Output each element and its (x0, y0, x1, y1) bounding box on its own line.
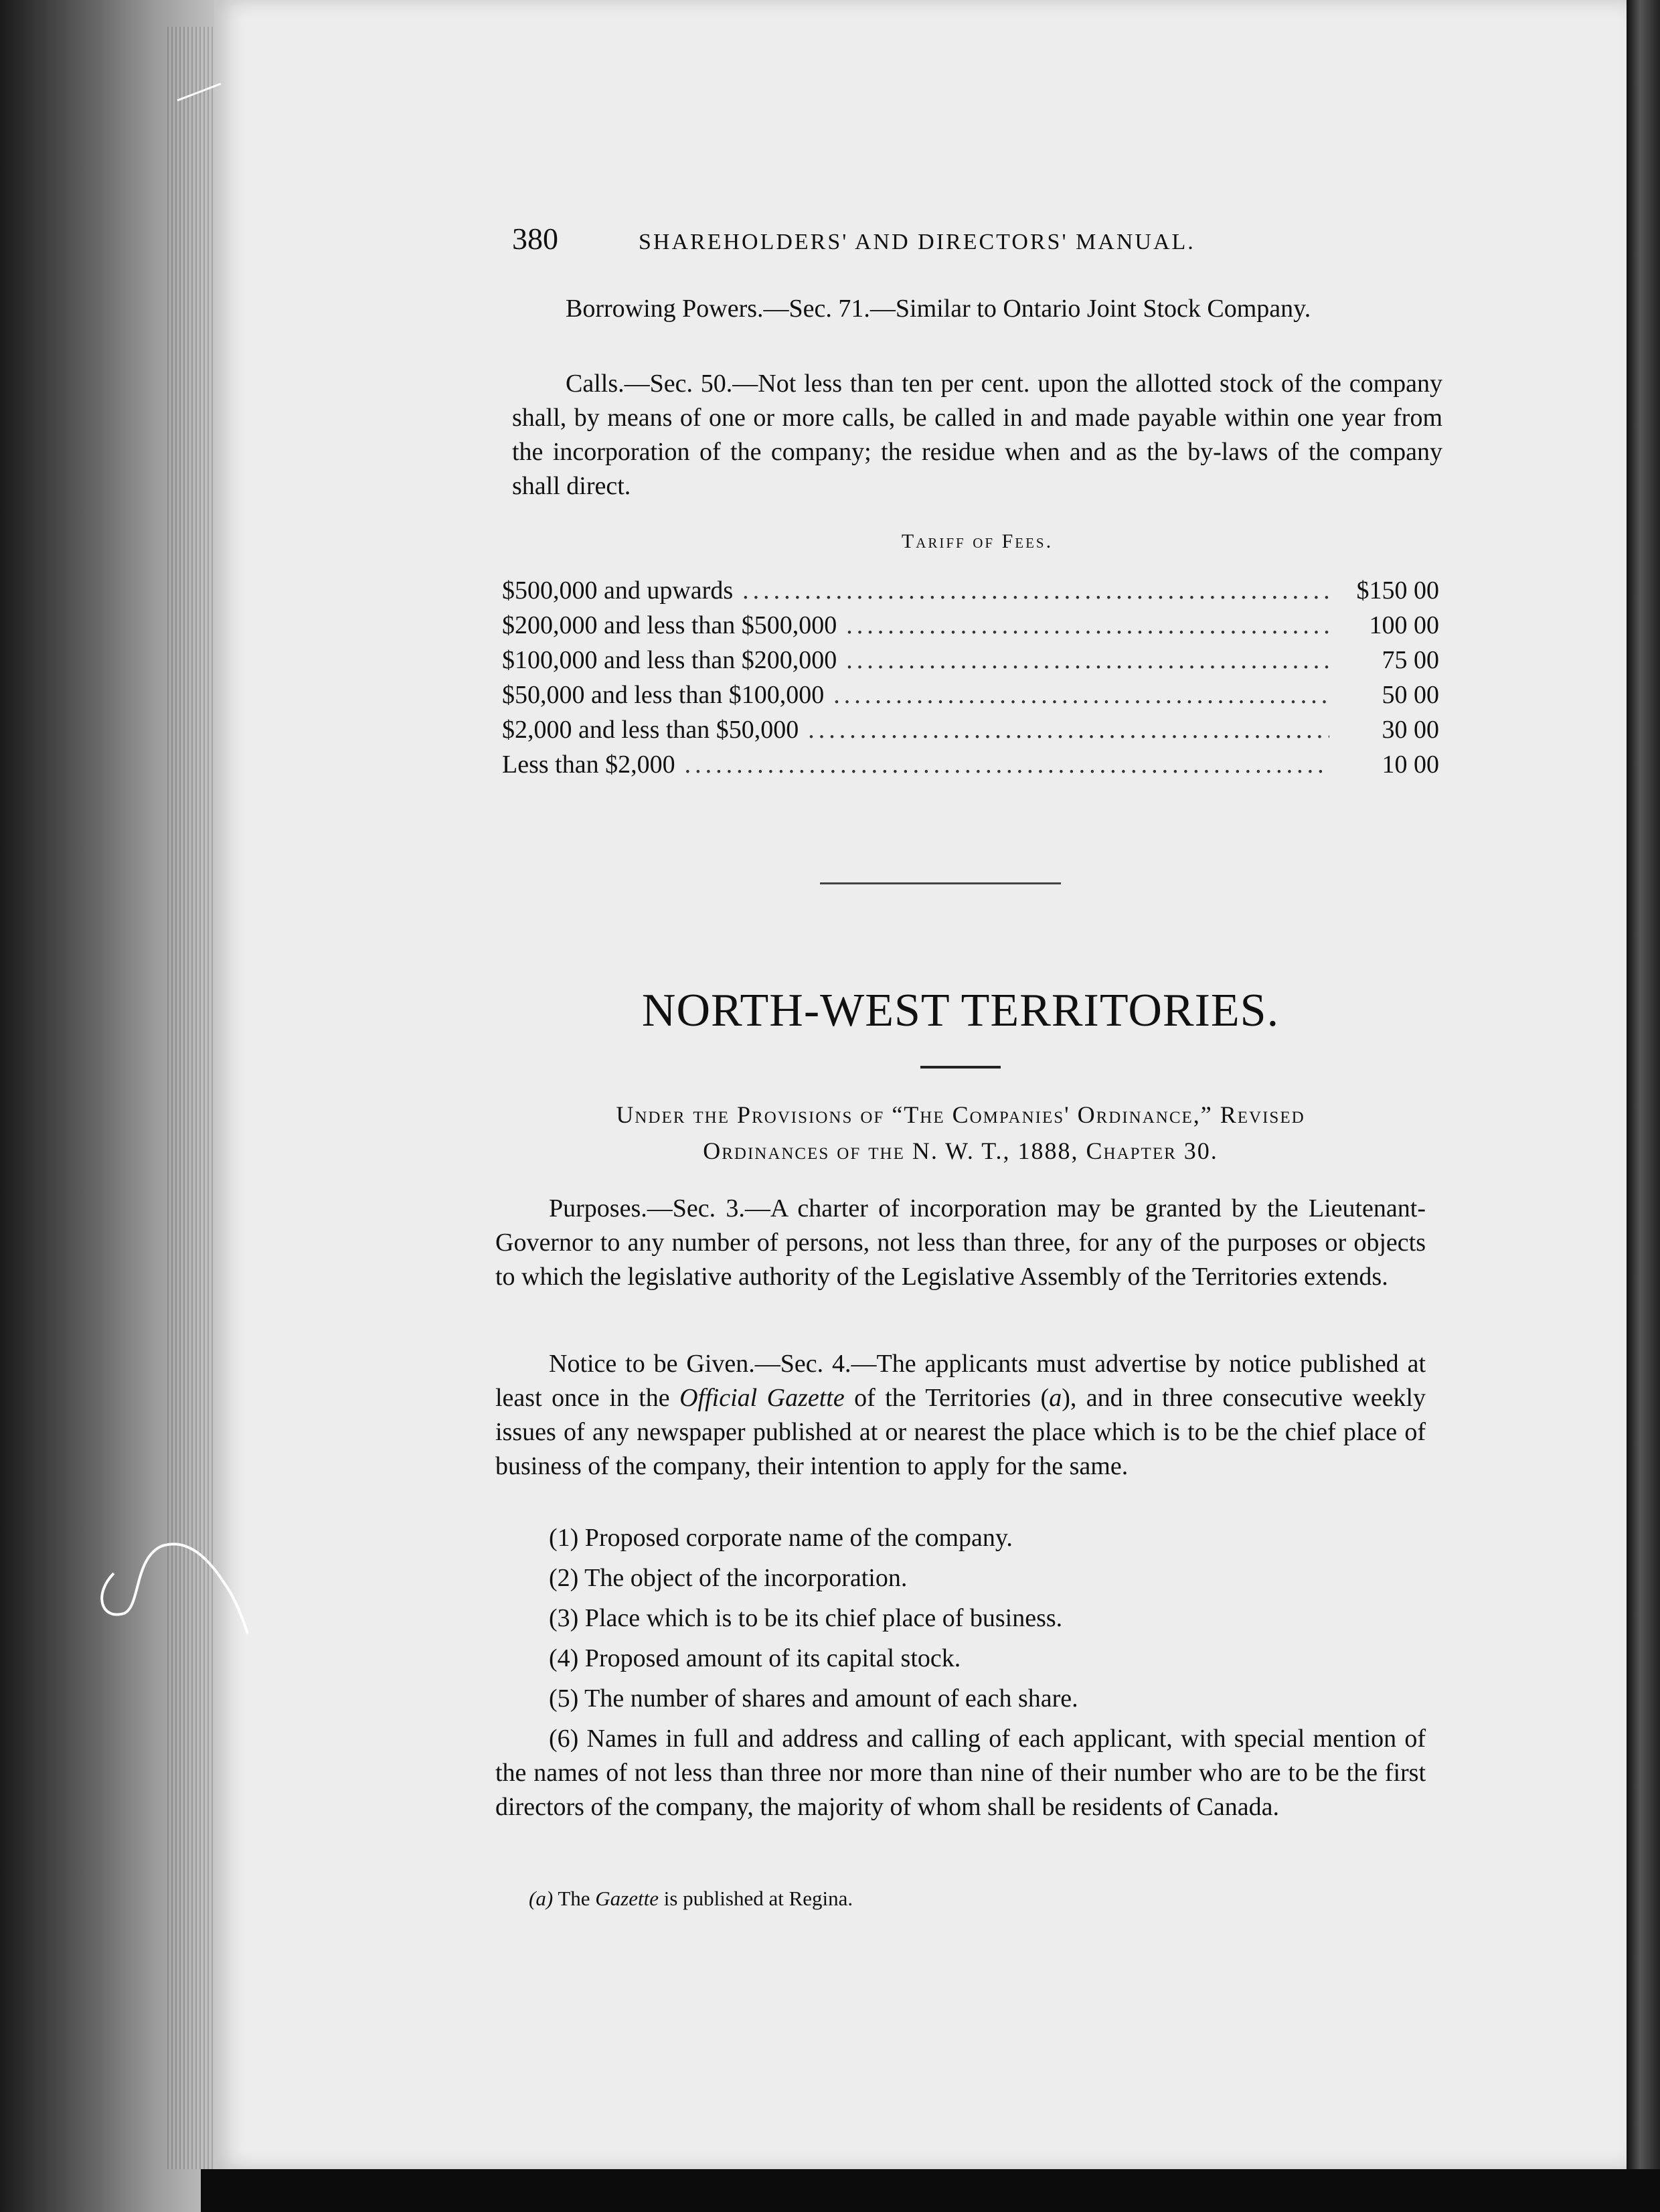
list-item: (4) Proposed amount of its capital stock. (549, 1644, 961, 1672)
notice-text: of the Territories ( (844, 1384, 1050, 1412)
footnote-text: is published at Regina. (659, 1887, 853, 1910)
subtitle-line: Ordinances of the N. W. T., 1888, Chapter 30. (703, 1137, 1218, 1164)
fee-amount: 50 00 (1382, 681, 1439, 709)
list-item: (6) Names in full and address and calling of each applicant, with special mention of the names of not less than three nor more than nine of their number who are to be the first directors of the company, the majority of whom shall be residents of Canada. (495, 1725, 1426, 1821)
section-title: NORTH-WEST TERRITORIES. (641, 985, 1280, 1036)
notice-text: ), and in three consecutive weekly issues of any newspaper published at or nearest the place which is to be the chief place of business of the company, their intention to apply for the same. (495, 1384, 1426, 1480)
section-divider (820, 882, 1061, 884)
fee-row (502, 715, 1439, 750)
fee-label: $500,000 and upwards (502, 576, 734, 605)
notice-text: Notice to be Given.—Sec. 4.—The applicants must advertise by notice published at least once in the (495, 1350, 1426, 1412)
fee-label: $2,000 and less than $50,000 (502, 716, 799, 744)
fee-row (502, 750, 1439, 785)
fee-amount: 30 00 (1382, 716, 1439, 744)
right-page-edge (1627, 0, 1660, 2212)
fee-label: $50,000 and less than $100,000 (502, 681, 825, 709)
paragraph-calls: Calls.—Sec. 50.—Not less than ten per cent. upon the allotted stock of the company shall, by means of one or more calls, be called in and made payable within one year from the incorporation of the company; the residue when and as the by-laws of the company shall direct. (512, 370, 1442, 500)
dot-leader (846, 611, 1329, 640)
requirements-list (495, 1521, 1426, 1830)
running-head (512, 221, 1329, 261)
fee-label: $100,000 and less than $200,000 (502, 646, 837, 674)
footnote (529, 1887, 1426, 1911)
list-item: (2) The object of the incorporation. (549, 1564, 908, 1592)
paragraph-notice (495, 1347, 1426, 1484)
running-title: SHAREHOLDERS' AND DIRECTORS' MANUAL. (639, 230, 1195, 254)
dot-leader (808, 715, 1329, 744)
page-number: 380 (512, 222, 558, 256)
scan-scratch-mark (87, 1533, 274, 1640)
footnote-text: The (553, 1887, 596, 1910)
gazette-title: Official Gazette (679, 1384, 845, 1412)
title-rule (920, 1066, 1001, 1069)
list-item: (3) Place which is to be its chief place of business. (549, 1604, 1063, 1632)
dot-leader (833, 680, 1329, 710)
bottom-page-edge (201, 2169, 1660, 2212)
dot-leader (846, 645, 1329, 675)
dot-leader (742, 576, 1329, 605)
fee-row (502, 645, 1439, 680)
page-stack-edges (167, 27, 221, 2169)
dot-leader (685, 750, 1329, 779)
fee-row (502, 576, 1439, 611)
fee-row (502, 611, 1439, 645)
fee-amount: $150 00 (1356, 576, 1439, 605)
fee-table (502, 576, 1439, 785)
footnote-marker: (a) (529, 1887, 554, 1910)
fee-label: $200,000 and less than $500,000 (502, 611, 837, 639)
list-item: (1) Proposed corporate name of the company. (549, 1524, 1013, 1552)
fee-row (502, 680, 1439, 715)
subtitle-line: Under the Provisions of “The Companies' Ordinance,” Revised (616, 1101, 1305, 1128)
fee-amount: 100 00 (1369, 611, 1439, 639)
gazette-title: Gazette (595, 1887, 659, 1910)
section-subtitle (495, 1097, 1426, 1169)
paragraph-borrowing-powers: Borrowing Powers.—Sec. 71.—Similar to Ontario Joint Stock Company. (566, 295, 1311, 323)
footnote-reference: a (1049, 1384, 1062, 1412)
paragraph-purposes: Purposes.—Sec. 3.—A charter of incorporation may be granted by the Lieutenant-Governor to any number of persons, not less than three, for any of the purposes or objects to which the legislative authority of the Legislative Assembly of the Territories extends. (495, 1194, 1426, 1291)
list-item: (5) The number of shares and amount of each share. (549, 1684, 1078, 1713)
fee-label: Less than $2,000 (502, 750, 675, 779)
scan-scratch-mark (174, 74, 228, 114)
fee-amount: 75 00 (1382, 646, 1439, 674)
tariff-heading: Tariff of Fees. (901, 530, 1054, 552)
fee-amount: 10 00 (1382, 750, 1439, 779)
